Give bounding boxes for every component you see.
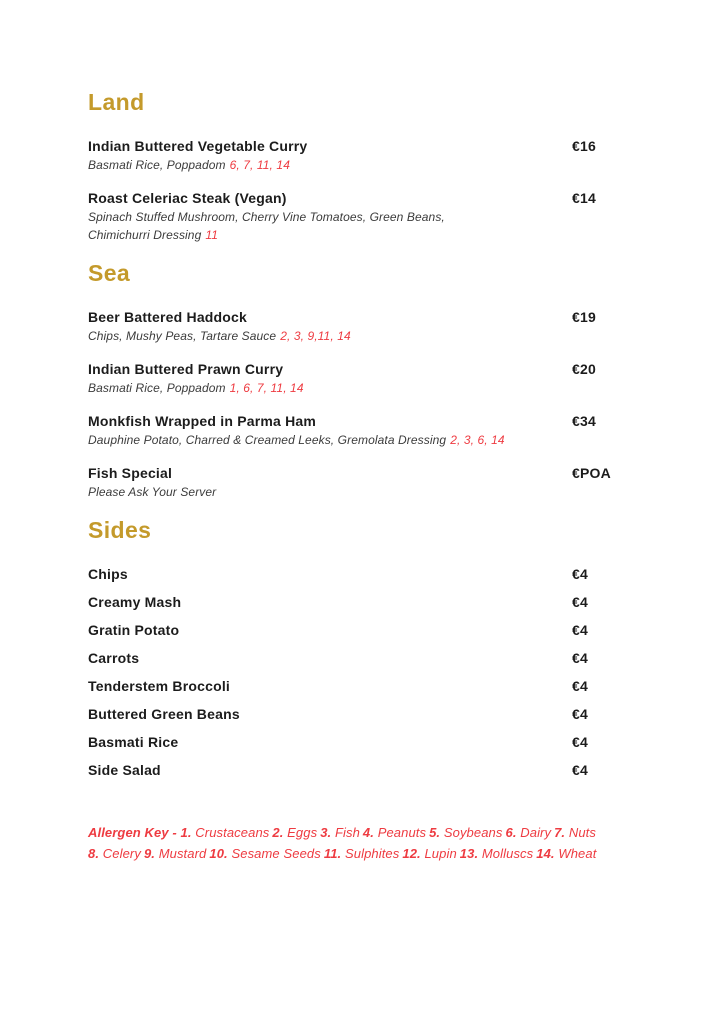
item-price: €16 [572,138,596,154]
allergen-key-prefix: Allergen Key - [88,825,181,840]
menu-item-row [88,360,636,378]
allergen-numbers: 1, 6, 7, 11, 14 [229,381,304,395]
menu-item-row [88,189,636,207]
side-item-row [88,565,636,583]
allergen-name: Mustard [158,846,207,861]
item-description-line [88,328,636,344]
allergen-key-line-2 [88,843,636,864]
allergen-number: 1. [180,825,192,840]
allergen-name: Nuts [568,825,596,840]
item-name: Chips [88,566,128,582]
item-name: Buttered Green Beans [88,706,240,722]
description-text: Basmati Rice, Poppadom [88,381,226,395]
allergen-name: Fish [334,825,360,840]
item-price: €POA [572,465,611,481]
allergen-name: Molluscs [481,846,534,861]
allergen-number: 14. [536,846,555,861]
allergen-key-entry [505,825,551,840]
item-name: Creamy Mash [88,594,182,610]
section-land [88,88,636,243]
item-name: Tenderstem Broccoli [88,678,231,694]
menu-item [88,189,636,243]
section-title-sea: Sea [88,260,131,286]
allergen-number: 5. [429,825,441,840]
item-description-line [88,484,636,500]
allergen-numbers: 6, 7, 11, 14 [229,158,290,172]
menu-item-row [88,137,636,155]
allergen-key-entry [272,825,317,840]
allergen-number: 13. [459,846,479,861]
item-name: Indian Buttered Vegetable Curry [88,138,308,154]
menu-item [88,412,636,448]
side-item-row [88,649,636,667]
item-price: €14 [572,190,596,206]
allergen-key-entry [363,825,426,840]
item-name: Fish Special [88,465,173,481]
item-name: Indian Buttered Prawn Curry [88,361,284,377]
item-name: Roast Celeriac Steak (Vegan) [88,190,287,206]
allergen-number: 2. [272,825,284,840]
side-item-row [88,733,636,751]
side-item-row [88,761,636,779]
description-text: Chimichurri Dressing [88,228,202,242]
allergen-numbers: 2, 3, 6, 14 [450,433,505,447]
allergen-name: Crustaceans [195,825,270,840]
allergen-key-entry [402,846,456,861]
item-price: €4 [572,566,588,582]
item-name: Gratin Potato [88,622,180,638]
allergen-number: 6. [505,825,517,840]
item-price: €4 [572,678,588,694]
item-description-line [88,157,636,173]
allergen-number: 4. [362,825,374,840]
menu-content [88,88,636,864]
allergen-name: Celery [102,846,141,861]
allergen-number: 10. [209,846,228,861]
item-name: Side Salad [88,762,161,778]
menu-item [88,308,636,344]
item-name: Beer Battered Haddock [88,309,248,325]
item-price: €4 [572,762,588,778]
item-description-line [88,432,636,448]
item-price: €4 [572,706,588,722]
allergen-key-entry [324,846,400,861]
side-item-row [88,677,636,695]
allergen-numbers: 2, 3, 9,11, 14 [280,329,351,343]
allergen-name: Soybeans [443,825,503,840]
item-name: Basmati Rice [88,734,179,750]
allergen-number: 7. [554,825,566,840]
item-price: €20 [572,361,596,377]
allergen-key-entry [536,846,596,861]
allergen-number: 12. [402,846,421,861]
item-price: €4 [572,734,588,750]
section-title-land: Land [88,89,145,115]
allergen-number: 11. [323,846,342,861]
item-price: €34 [572,413,596,429]
item-price: €4 [572,650,588,666]
menu-item-row [88,308,636,326]
allergen-name: Wheat [558,846,597,861]
allergen-name: Eggs [287,825,318,840]
allergen-name: Sesame Seeds [231,846,321,861]
allergen-name: Lupin [424,846,457,861]
allergen-number: 8. [88,846,100,861]
allergen-key-line-1 [88,822,636,843]
section-title-sides: Sides [88,517,152,543]
allergen-key-entry [181,825,270,840]
item-name: Monkfish Wrapped in Parma Ham [88,413,317,429]
item-name: Carrots [88,650,140,666]
allergen-key-entry [554,825,596,840]
menu-item [88,464,636,500]
menu-item [88,360,636,396]
description-text: Chips, Mushy Peas, Tartare Sauce [88,329,277,343]
menu-item [88,137,636,173]
item-description-line [88,227,636,243]
allergen-name: Sulphites [344,846,400,861]
menu-item-row [88,464,636,482]
side-item-row [88,621,636,639]
section-sea [88,259,636,500]
description-text: Dauphine Potato, Charred & Creamed Leeks, Gremolata Dressing [88,433,447,447]
allergen-key-entry [460,846,533,861]
allergen-name: Peanuts [377,825,427,840]
item-price: €19 [572,309,596,325]
menu-item-row [88,412,636,430]
item-description-line [88,380,636,396]
allergen-key-entry [88,846,141,861]
side-item-row [88,593,636,611]
allergen-key-entry [144,846,206,861]
allergen-key-entry [320,825,360,840]
description-text: Spinach Stuffed Mushroom, Cherry Vine Tomatoes, Green Beans, [88,210,445,224]
description-text: Basmati Rice, Poppadom [88,158,226,172]
allergen-number: 3. [320,825,332,840]
allergen-number: 9. [143,846,155,861]
item-price: €4 [572,594,588,610]
side-item-row [88,705,636,723]
item-description-line [88,209,636,225]
section-sides [88,516,636,779]
allergen-key-entry [209,846,320,861]
item-price: €4 [572,622,588,638]
allergen-key-entry [429,825,502,840]
allergen-name: Dairy [520,825,552,840]
allergen-key [88,822,636,864]
allergen-numbers: 11 [205,228,219,242]
description-text: Please Ask Your Server [88,485,217,499]
